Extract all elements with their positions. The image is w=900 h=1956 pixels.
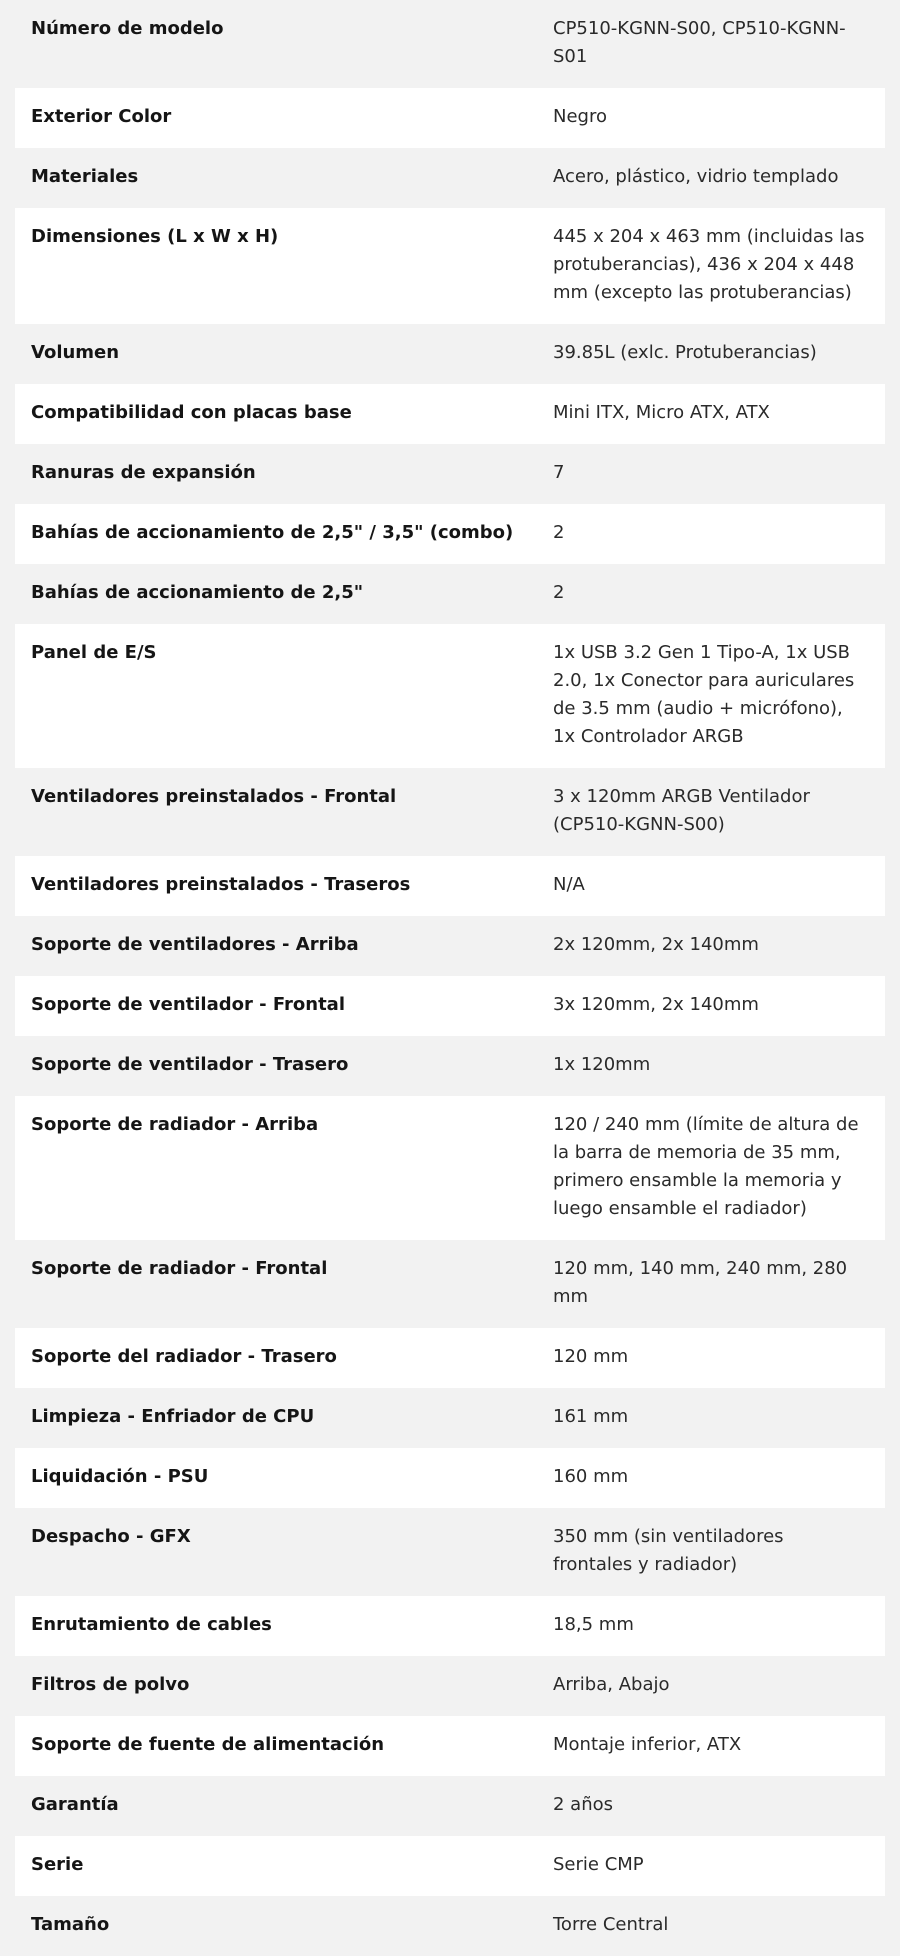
spec-label: Enrutamiento de cables <box>31 1614 272 1635</box>
spec-label: Soporte de radiador - Arriba <box>31 1114 319 1135</box>
spec-row <box>15 88 885 148</box>
spec-value: 39.85L (exlc. Protuberancias) <box>553 342 817 363</box>
spec-label: Compatibilidad con placas base <box>31 402 352 423</box>
spec-label: Materiales <box>31 166 139 187</box>
spec-label: Panel de E/S <box>31 642 157 663</box>
spec-label: Dimensiones (L x W x H) <box>31 226 279 247</box>
spec-row <box>15 504 885 564</box>
spec-value: 120 mm, 140 mm, 240 mm, 280 mm <box>553 1258 848 1307</box>
spec-value: CP510-KGNN-S00, CP510-KGNN-S01 <box>553 18 846 67</box>
spec-value: 1x USB 3.2 Gen 1 Tipo-A, 1x USB 2.0, 1x Conector para auriculares de 3.5 mm (audio + micrófono), 1x Controlador ARGB <box>553 642 855 747</box>
spec-value: 120 mm <box>553 1346 629 1367</box>
spec-value: 2 <box>553 522 565 543</box>
spec-label: Ventiladores preinstalados - Traseros <box>31 874 411 895</box>
spec-value: Mini ITX, Micro ATX, ATX <box>553 402 770 423</box>
spec-label: Soporte de fuente de alimentación <box>31 1734 385 1755</box>
spec-value: 2 años <box>553 1794 614 1815</box>
spec-value: 2 <box>553 582 565 603</box>
spec-label: Bahías de accionamiento de 2,5" <box>31 582 364 603</box>
spec-row <box>15 624 885 768</box>
spec-row <box>15 1776 885 1836</box>
spec-table <box>15 0 885 1956</box>
spec-label: Ventiladores preinstalados - Frontal <box>31 786 397 807</box>
spec-row <box>15 1448 885 1508</box>
spec-row <box>15 1596 885 1656</box>
spec-row <box>15 564 885 624</box>
spec-row <box>15 768 885 856</box>
spec-label: Soporte de radiador - Frontal <box>31 1258 328 1279</box>
spec-label: Exterior Color <box>31 106 172 127</box>
spec-value: 1x 120mm <box>553 1054 651 1075</box>
spec-value: Arriba, Abajo <box>553 1674 670 1695</box>
spec-row <box>15 1716 885 1776</box>
spec-row <box>15 384 885 444</box>
spec-value: 18,5 mm <box>553 1614 634 1635</box>
spec-row <box>15 1508 885 1596</box>
spec-value: Negro <box>553 106 607 127</box>
spec-row <box>15 976 885 1036</box>
spec-value: 161 mm <box>553 1406 629 1427</box>
spec-label: Liquidación - PSU <box>31 1466 209 1487</box>
spec-label: Número de modelo <box>31 18 224 39</box>
spec-label: Soporte de ventilador - Trasero <box>31 1054 349 1075</box>
spec-row <box>15 444 885 504</box>
spec-label: Ranuras de expansión <box>31 462 256 483</box>
spec-row <box>15 856 885 916</box>
spec-value: N/A <box>553 874 585 895</box>
spec-label: Soporte de ventilador - Frontal <box>31 994 345 1015</box>
spec-row <box>15 208 885 324</box>
spec-row <box>15 1096 885 1240</box>
spec-row <box>15 1328 885 1388</box>
spec-row <box>15 0 885 88</box>
spec-row <box>15 1388 885 1448</box>
spec-row <box>15 916 885 976</box>
spec-label: Tamaño <box>31 1914 110 1935</box>
spec-value: 7 <box>553 462 565 483</box>
spec-label: Filtros de polvo <box>31 1674 190 1695</box>
spec-row <box>15 1240 885 1328</box>
spec-row <box>15 1836 885 1896</box>
spec-value: 160 mm <box>553 1466 629 1487</box>
spec-label: Despacho - GFX <box>31 1526 191 1547</box>
spec-label: Serie <box>31 1854 84 1875</box>
spec-label: Soporte del radiador - Trasero <box>31 1346 337 1367</box>
spec-label: Garantía <box>31 1794 119 1815</box>
spec-row <box>15 1896 885 1956</box>
spec-value: Acero, plástico, vidrio templado <box>553 166 839 187</box>
spec-value: 2x 120mm, 2x 140mm <box>553 934 759 955</box>
spec-value: 3 x 120mm ARGB Ventilador (CP510-KGNN-S00) <box>553 786 810 835</box>
spec-value: 120 / 240 mm (límite de altura de la barra de memoria de 35 mm, primero ensamble la memoria y luego ensamble el radiador) <box>553 1114 859 1219</box>
spec-value: Serie CMP <box>553 1854 644 1875</box>
spec-value: Montaje inferior, ATX <box>553 1734 742 1755</box>
spec-table-body <box>15 0 885 1956</box>
spec-value: 3x 120mm, 2x 140mm <box>553 994 759 1015</box>
spec-row <box>15 148 885 208</box>
spec-row <box>15 1656 885 1716</box>
spec-label: Volumen <box>31 342 120 363</box>
spec-label: Limpieza - Enfriador de CPU <box>31 1406 315 1427</box>
spec-label: Bahías de accionamiento de 2,5" / 3,5" (combo) <box>31 522 514 543</box>
spec-row <box>15 324 885 384</box>
spec-label: Soporte de ventiladores - Arriba <box>31 934 359 955</box>
spec-row <box>15 1036 885 1096</box>
spec-value: 350 mm (sin ventiladores frontales y radiador) <box>553 1526 784 1575</box>
spec-value: 445 x 204 x 463 mm (incluidas las protuberancias), 436 x 204 x 448 mm (excepto las protuberancias) <box>553 226 865 303</box>
spec-value: Torre Central <box>553 1914 669 1935</box>
